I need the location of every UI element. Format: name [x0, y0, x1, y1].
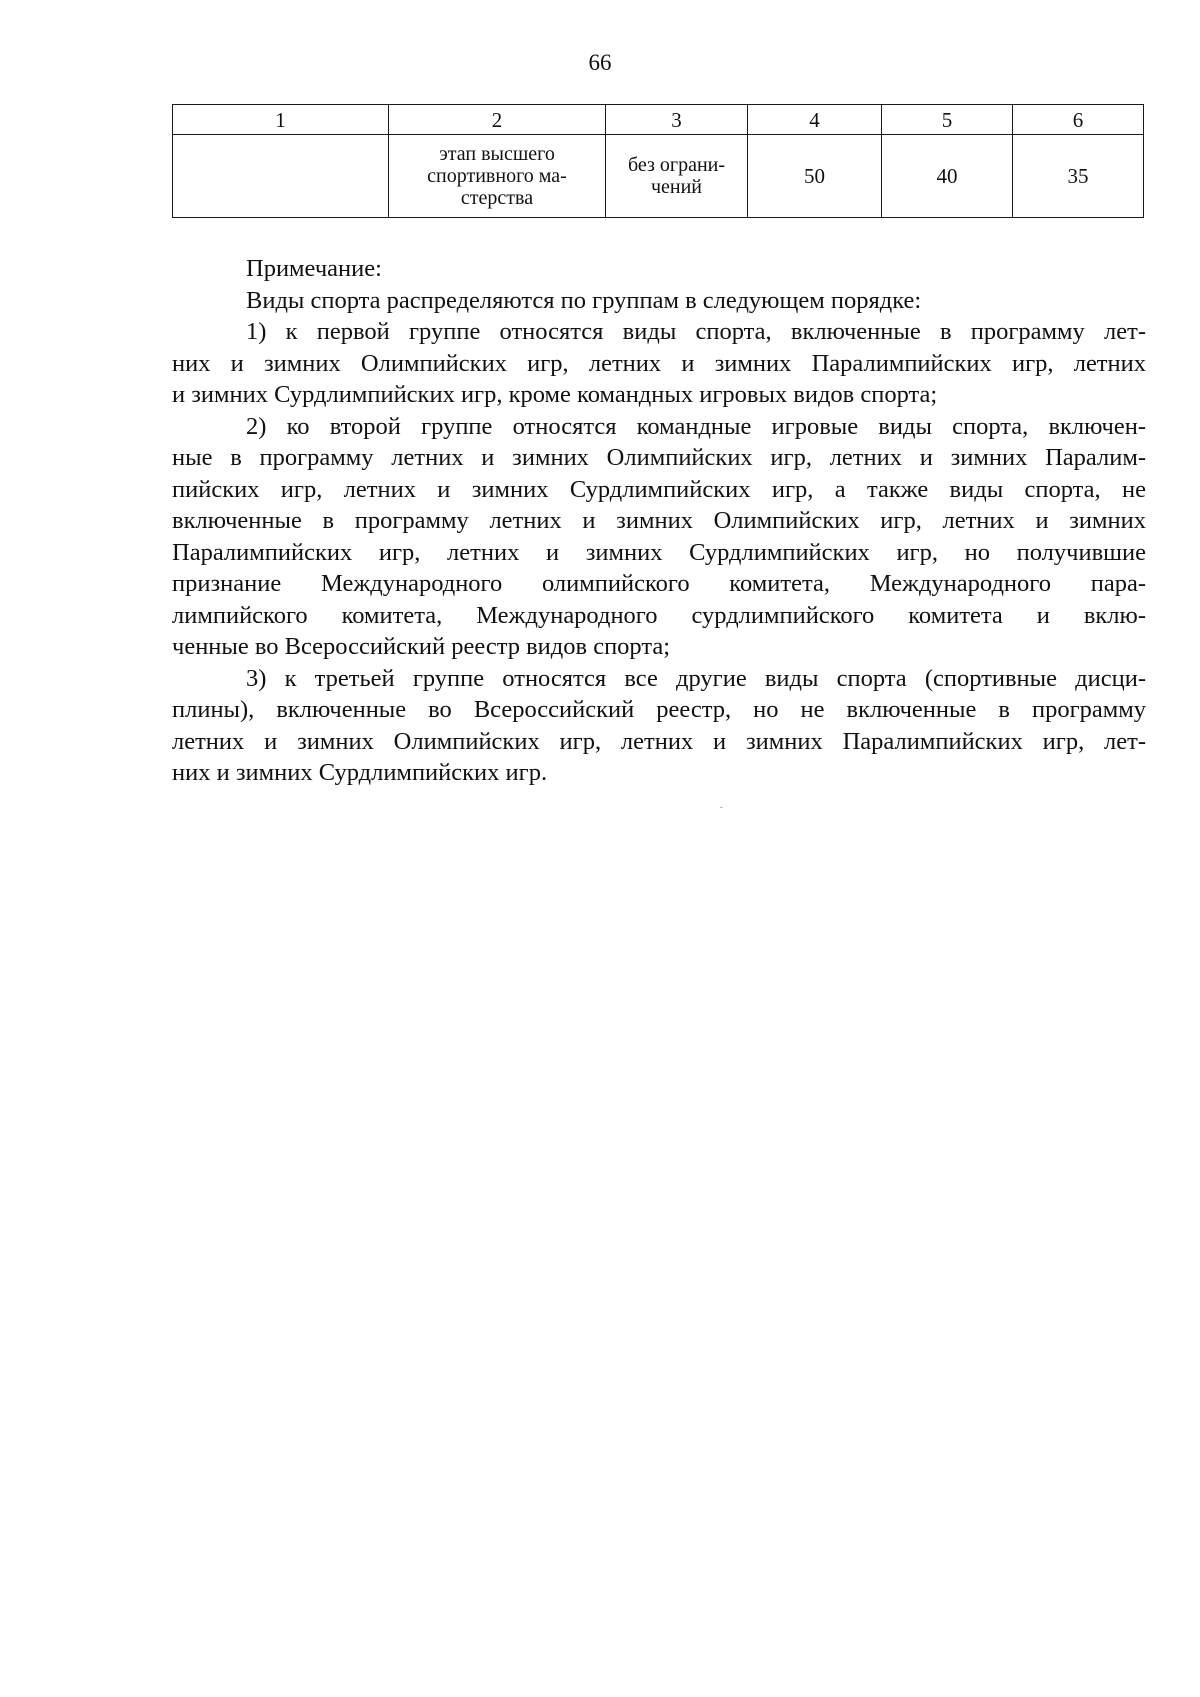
text-line: них и зимних Олимпийских игр, летних и зимних Паралимпийских игр, летних: [172, 349, 1146, 377]
text-line: них и зимних Сурдлимпийских игр.: [172, 759, 548, 786]
text-line: ные в программу летних и зимних Олимпийских игр, летних и зимних Паралим-: [172, 444, 1146, 471]
scan-speck: [720, 807, 723, 808]
cell-line: этап высшего: [439, 143, 555, 165]
table-cell-col1: [173, 135, 389, 218]
cell-line: без ограни-: [627, 154, 726, 176]
note-heading: Примечание:: [246, 255, 382, 282]
text-line: признание Международного олимпийского комитета, Международного пара-: [172, 570, 1146, 597]
table-row: [173, 135, 1144, 218]
table-cell-group1-value: 50: [748, 135, 882, 218]
note-item-1: [172, 316, 1146, 411]
text-line: пийских игр, летних и зимних Сурдлимпийских игр, а также виды спорта, не: [172, 475, 1146, 503]
text-line: включенные в программу летних и зимних Олимпийских игр, летних и зимних: [172, 507, 1146, 534]
table-cell-group2-value: 40: [882, 135, 1013, 218]
note-item-3: [172, 663, 1146, 789]
text-line: 2) ко второй группе относятся командные игровые виды спорта, включен-: [246, 412, 1146, 440]
column-number-2: 2: [389, 105, 606, 135]
text-line: летних и зимних Олимпийских игр, летних и зимних Паралимпийских игр, лет-: [172, 727, 1146, 755]
column-number-5: 5: [882, 105, 1013, 135]
text-line: и зимних Сурдлимпийских игр, кроме командных игровых видов спорта;: [172, 381, 938, 408]
text-line: 1) к первой группе относятся виды спорта, включенные в программу лет-: [246, 318, 1146, 345]
page-number: 66: [588, 50, 612, 75]
table-cell-age-limit: [606, 135, 748, 218]
note-item-2: [172, 411, 1146, 663]
table-cell-stage: [389, 135, 606, 218]
cell-line: чений: [650, 176, 703, 198]
text-line: ченные во Всероссийский реестр видов спорта;: [172, 633, 671, 660]
table-header-row: [173, 105, 1144, 135]
column-number-1: 1: [173, 105, 389, 135]
column-number-6: 6: [1013, 105, 1144, 135]
cell-line: стерства: [460, 187, 534, 209]
column-number-3: 3: [606, 105, 748, 135]
text-line: лимпийского комитета, Международного сурдлимпийского комитета и вклю-: [172, 601, 1146, 629]
text-line: 3) к третьей группе относятся все другие виды спорта (спортивные дисци-: [246, 664, 1146, 692]
text-line: плины), включенные во Всероссийский реестр, но не включенные в программу: [172, 696, 1146, 723]
data-table: [172, 104, 1144, 218]
cell-line: спортивного ма-: [427, 165, 567, 187]
note-intro: Виды спорта распределяются по группам в следующем порядке:: [246, 286, 922, 314]
text-line: Паралимпийских игр, летних и зимних Сурдлимпийских игр, но получившие: [172, 538, 1146, 566]
column-number-4: 4: [748, 105, 882, 135]
table-cell-group3-value: 35: [1013, 135, 1144, 218]
note-section: [172, 253, 1146, 789]
